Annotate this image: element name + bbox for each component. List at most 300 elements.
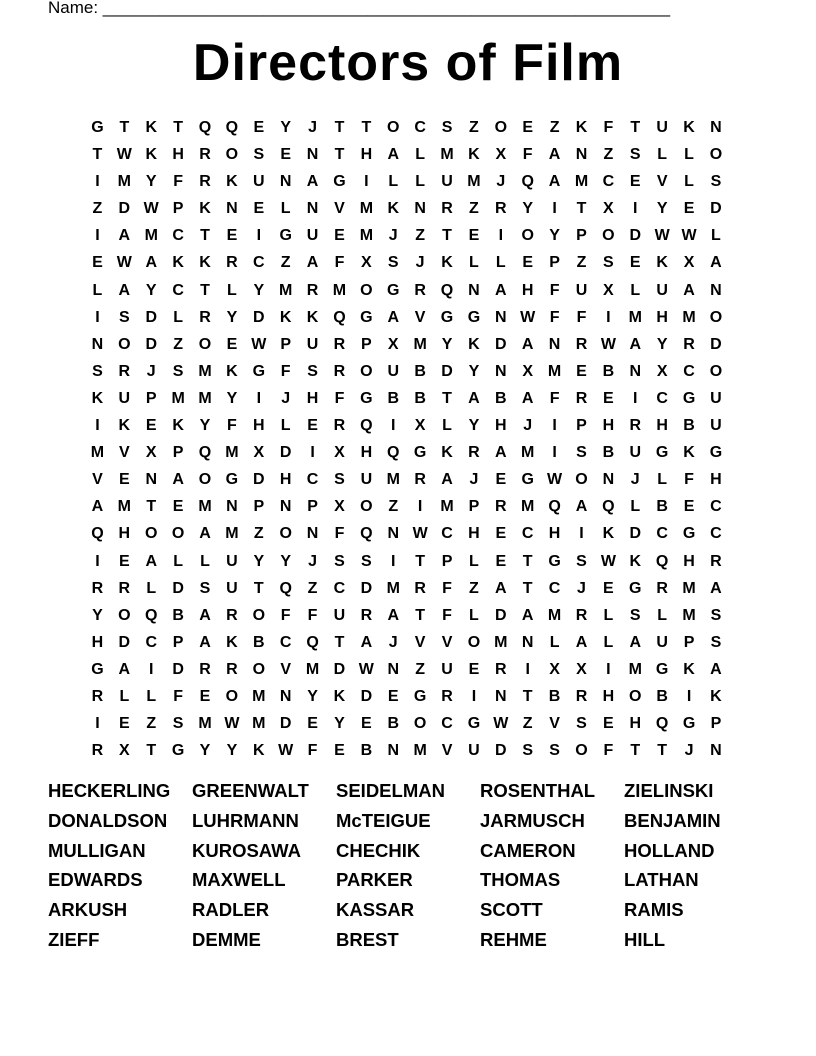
grid-letter: O — [709, 146, 723, 164]
word-list-item: RADLER — [192, 899, 270, 921]
grid-letter: P — [576, 417, 587, 435]
grid-letter: O — [225, 687, 239, 705]
grid-letter: K — [629, 552, 642, 570]
grid-letter: C — [656, 525, 668, 543]
grid-letter: I — [606, 660, 611, 678]
grid-letter: K — [683, 660, 695, 678]
grid-letter: I — [471, 687, 477, 705]
grid-letter: U — [226, 579, 238, 597]
grid-letter: P — [683, 633, 695, 651]
grid-letter: K — [602, 525, 615, 543]
grid-letter: T — [253, 579, 264, 597]
grid-letter: I — [606, 308, 611, 326]
grid-letter: Q — [145, 606, 158, 624]
grid-letter: M — [413, 335, 427, 353]
grid-letter: K — [172, 417, 184, 435]
grid-letter: Z — [415, 660, 426, 678]
grid-letter: M — [90, 444, 105, 462]
grid-letter: R — [656, 579, 668, 597]
grid-letter: Z — [280, 254, 291, 272]
grid-letter: S — [92, 362, 103, 380]
grid-letter: Z — [549, 119, 560, 136]
grid-letter: P — [468, 498, 480, 516]
grid-letter: W — [412, 525, 428, 543]
grid-letter: D — [253, 308, 265, 326]
grid-letter: U — [441, 173, 453, 191]
grid-letter: G — [387, 281, 400, 299]
grid-letter: F — [442, 579, 452, 597]
word-list-item: THOMAS — [480, 869, 561, 891]
grid-letter: Q — [91, 525, 104, 543]
grid-letter: S — [522, 742, 534, 760]
grid-letter: E — [468, 660, 480, 678]
grid-letter: Y — [656, 335, 668, 353]
grid-letter: I — [417, 498, 423, 516]
grid-letter: X — [145, 444, 157, 462]
grid-letter: Y — [226, 389, 238, 407]
grid-letter: H — [306, 389, 319, 407]
grid-letter: C — [710, 498, 722, 516]
grid-letter: N — [629, 362, 642, 380]
grid-letter: B — [253, 633, 265, 651]
grid-letter: T — [522, 552, 533, 570]
grid-letter: I — [256, 227, 262, 245]
grid-letter: O — [467, 633, 481, 651]
grid-letter: M — [628, 308, 642, 326]
grid-letter: M — [386, 471, 400, 489]
grid-letter: C — [656, 389, 668, 407]
grid-letter: Q — [360, 525, 373, 543]
grid-letter: C — [172, 281, 184, 299]
grid-letter: U — [306, 227, 319, 245]
grid-letter: A — [441, 471, 453, 489]
grid-letter: D — [710, 335, 722, 353]
grid-letter: W — [493, 715, 509, 733]
grid-letter: O — [494, 119, 508, 136]
grid-letter: H — [91, 633, 104, 651]
grid-letter: F — [307, 606, 318, 624]
grid-letter: R — [226, 660, 238, 678]
grid-letter: F — [549, 281, 560, 299]
grid-letter: Q — [225, 119, 239, 136]
grid-letter: R — [333, 362, 346, 380]
grid-letter: S — [387, 254, 399, 272]
grid-letter: E — [92, 254, 103, 272]
grid-letter: P — [710, 715, 722, 733]
grid-letter: K — [683, 119, 695, 136]
grid-letter: N — [548, 335, 561, 353]
grid-letter: X — [253, 444, 265, 462]
grid-letter: M — [252, 715, 266, 733]
grid-letter: T — [173, 119, 183, 136]
grid-letter: N — [91, 335, 104, 353]
grid-letter: K — [441, 254, 453, 272]
grid-letter: H — [656, 308, 668, 326]
word-list-item: KASSAR — [336, 899, 415, 921]
grid-letter: L — [415, 173, 426, 191]
grid-letter: R — [575, 335, 588, 353]
grid-letter: Z — [173, 335, 183, 353]
grid-letter: G — [655, 660, 669, 678]
grid-letter: B — [602, 362, 615, 380]
grid-letter: F — [549, 389, 560, 407]
grid-letter: M — [359, 227, 374, 245]
grid-letter: N — [306, 200, 319, 218]
grid-letter: L — [388, 173, 399, 191]
grid-letter: K — [306, 308, 319, 326]
grid-letter: Q — [198, 119, 212, 136]
grid-letter: L — [280, 417, 291, 435]
grid-letter: L — [469, 254, 479, 272]
grid-letter: Q — [306, 633, 319, 651]
grid-letter: V — [414, 308, 426, 326]
grid-letter: G — [521, 471, 534, 489]
grid-letter: S — [576, 444, 587, 462]
grid-letter: O — [118, 606, 131, 624]
grid-letter: X — [361, 254, 372, 272]
grid-letter: C — [333, 579, 346, 597]
grid-letter: D — [495, 335, 507, 353]
word-list-item: EDWARDS — [48, 869, 143, 891]
grid-letter: L — [173, 308, 183, 326]
grid-letter: O — [575, 742, 588, 760]
grid-letter: R — [575, 687, 588, 705]
grid-letter: D — [118, 633, 131, 651]
grid-letter: O — [709, 362, 723, 380]
grid-letter: A — [360, 633, 373, 651]
grid-letter: S — [119, 308, 130, 326]
grid-letter: K — [441, 444, 453, 462]
grid-letter: B — [656, 498, 668, 516]
grid-letter: R — [226, 606, 238, 624]
grid-letter: T — [415, 552, 426, 570]
grid-letter: N — [387, 742, 400, 760]
grid-letter: T — [415, 606, 426, 624]
grid-letter: Q — [198, 444, 212, 462]
grid-letter: R — [441, 200, 453, 218]
grid-letter: B — [495, 389, 507, 407]
word-list-item: GREENWALT — [192, 780, 309, 801]
grid-letter: C — [521, 525, 534, 543]
grid-letter: I — [95, 552, 100, 570]
grid-letter: C — [441, 715, 453, 733]
grid-letter: O — [575, 471, 588, 489]
grid-letter: R — [468, 444, 480, 462]
grid-letter: Y — [226, 742, 238, 760]
grid-letter: L — [469, 552, 479, 570]
grid-letter: B — [602, 444, 615, 462]
grid-letter: B — [656, 687, 668, 705]
grid-letter: N — [414, 200, 426, 218]
grid-letter: E — [576, 362, 587, 380]
grid-letter: R — [414, 579, 426, 597]
grid-letter: J — [577, 579, 586, 597]
grid-letter: J — [308, 552, 318, 570]
grid-letter: K — [279, 308, 292, 326]
grid-letter: S — [334, 552, 345, 570]
grid-letter: V — [549, 715, 560, 733]
grid-letter: E — [629, 254, 641, 272]
grid-letter: Y — [441, 335, 453, 353]
grid-letter: H — [279, 471, 292, 489]
grid-letter: H — [360, 146, 373, 164]
grid-letter: T — [146, 498, 157, 516]
grid-letter: Y — [468, 362, 480, 380]
grid-letter: L — [630, 281, 641, 299]
grid-letter: H — [629, 715, 642, 733]
grid-letter: E — [307, 715, 318, 733]
grid-letter: R — [226, 254, 238, 272]
grid-letter: X — [603, 200, 614, 218]
grid-letter: A — [548, 173, 561, 191]
grid-letter: A — [91, 498, 104, 516]
grid-letter: T — [146, 742, 157, 760]
grid-letter: E — [468, 227, 480, 245]
grid-letter: N — [306, 525, 319, 543]
grid-letter: S — [710, 633, 722, 651]
word-list-item: HILL — [624, 928, 666, 950]
grid-letter: K — [710, 687, 722, 705]
grid-letter: K — [226, 362, 238, 380]
grid-letter: Y — [549, 227, 560, 245]
grid-letter: N — [279, 498, 292, 516]
grid-letter: V — [119, 444, 130, 462]
grid-letter: H — [118, 525, 131, 543]
grid-letter: A — [521, 606, 534, 624]
grid-letter: F — [280, 362, 291, 380]
grid-letter: R — [414, 281, 426, 299]
grid-letter: D — [360, 579, 373, 597]
grid-letter: M — [198, 498, 212, 516]
grid-letter: L — [495, 254, 506, 272]
grid-letter: Q — [440, 281, 454, 299]
grid-letter: X — [495, 146, 507, 164]
grid-letter: A — [495, 579, 507, 597]
grid-letter: X — [334, 444, 345, 462]
grid-letter: C — [602, 173, 615, 191]
grid-letter: I — [95, 417, 100, 435]
grid-letter: F — [522, 146, 533, 164]
grid-letter: I — [552, 444, 557, 462]
grid-letter: A — [306, 173, 319, 191]
word-list-item: SCOTT — [480, 899, 543, 921]
grid-letter: M — [494, 633, 508, 651]
grid-letter: N — [306, 146, 319, 164]
grid-letter: Q — [279, 579, 292, 597]
grid-letter: T — [92, 146, 103, 164]
grid-letter: P — [172, 633, 184, 651]
grid-letter: W — [278, 742, 294, 760]
grid-letter: Z — [146, 715, 157, 733]
grid-letter: A — [118, 660, 131, 678]
grid-letter: O — [118, 335, 131, 353]
grid-letter: F — [173, 687, 183, 705]
grid-letter: F — [576, 308, 587, 326]
grid-letter: M — [144, 227, 158, 245]
grid-letter: D — [360, 687, 373, 705]
grid-letter: R — [495, 498, 507, 516]
grid-letter: Z — [388, 498, 399, 516]
grid-letter: D — [710, 200, 722, 218]
grid-letter: W — [654, 227, 670, 245]
grid-letter: G — [360, 389, 373, 407]
grid-letter: I — [95, 308, 100, 326]
grid-letter: E — [119, 471, 130, 489]
grid-letter: F — [334, 389, 345, 407]
grid-letter: A — [199, 606, 211, 624]
grid-letter: I — [633, 389, 638, 407]
grid-letter: E — [253, 200, 265, 218]
grid-letter: R — [333, 417, 346, 435]
grid-letter: N — [710, 281, 722, 299]
grid-letter: U — [710, 389, 722, 407]
grid-letter: G — [655, 444, 669, 462]
grid-letter: E — [683, 200, 695, 218]
grid-letter: S — [576, 715, 587, 733]
grid-letter: T — [334, 633, 345, 651]
grid-letter: L — [227, 281, 237, 299]
grid-letter: P — [172, 200, 184, 218]
grid-letter: M — [359, 200, 374, 218]
grid-letter: M — [440, 498, 454, 516]
grid-letter: X — [603, 281, 614, 299]
grid-letter: E — [522, 254, 534, 272]
grid-letter: I — [95, 715, 100, 733]
grid-letter: K — [226, 173, 238, 191]
grid-letter: C — [306, 471, 319, 489]
grid-letter: W — [358, 660, 374, 678]
grid-letter: N — [279, 687, 292, 705]
grid-letter: W — [116, 254, 132, 272]
grid-letter: B — [387, 389, 400, 407]
grid-letter: J — [308, 119, 318, 136]
grid-letter: R — [91, 579, 104, 597]
grid-letter: S — [307, 362, 318, 380]
grid-letter: R — [199, 660, 211, 678]
grid-letter: Y — [334, 715, 345, 733]
grid-letter: L — [200, 552, 210, 570]
grid-letter: D — [441, 362, 453, 380]
grid-letter: I — [364, 173, 369, 191]
grid-letter: K — [656, 254, 668, 272]
grid-letter: I — [391, 552, 396, 570]
grid-letter: E — [253, 119, 265, 136]
grid-letter: D — [145, 335, 157, 353]
grid-letter: T — [200, 227, 210, 245]
grid-letter: Z — [469, 579, 479, 597]
grid-letter: H — [602, 687, 615, 705]
grid-letter: T — [630, 742, 641, 760]
grid-letter: G — [91, 660, 104, 678]
grid-letter: O — [252, 660, 266, 678]
grid-letter: R — [710, 552, 722, 570]
grid-letter: A — [629, 633, 642, 651]
word-list-item: KUROSAWA — [192, 839, 301, 861]
grid-letter: X — [656, 362, 668, 380]
grid-letter: L — [415, 146, 426, 164]
grid-letter: G — [440, 308, 454, 326]
grid-letter: L — [630, 498, 641, 516]
grid-letter: L — [657, 146, 668, 164]
word-list-item: DEMME — [192, 928, 261, 950]
grid-letter: H — [710, 471, 722, 489]
grid-letter: G — [629, 579, 642, 597]
grid-letter: O — [360, 281, 373, 299]
grid-letter: D — [172, 579, 184, 597]
grid-letter: Z — [92, 200, 103, 218]
grid-letter: A — [495, 444, 507, 462]
grid-letter: M — [225, 525, 239, 543]
word-list-item: LUHRMANN — [192, 809, 299, 831]
grid-letter: T — [334, 119, 345, 136]
grid-letter: E — [119, 552, 130, 570]
word-list-item: McTEIGUE — [336, 809, 431, 831]
grid-letter: O — [360, 498, 373, 516]
grid-letter: F — [334, 525, 345, 543]
grid-letter: S — [549, 742, 560, 760]
grid-letter: N — [226, 498, 238, 516]
grid-letter: G — [682, 525, 696, 543]
grid-letter: S — [172, 362, 184, 380]
grid-letter: E — [495, 471, 507, 489]
grid-letter: B — [360, 742, 373, 760]
grid-letter: L — [146, 687, 157, 705]
grid-letter: R — [575, 606, 588, 624]
grid-letter: U — [629, 444, 642, 462]
grid-letter: K — [333, 687, 346, 705]
grid-letter: Y — [522, 200, 534, 218]
grid-letter: R — [118, 362, 131, 380]
grid-letter: O — [387, 119, 400, 136]
grid-letter: M — [467, 173, 481, 191]
grid-letter: M — [198, 362, 212, 380]
grid-letter: K — [199, 254, 211, 272]
grid-letter: I — [149, 660, 154, 678]
grid-letter: F — [280, 606, 291, 624]
grid-letter: M — [305, 660, 320, 678]
grid-letter: I — [310, 444, 315, 462]
grid-letter: A — [387, 606, 400, 624]
grid-letter: C — [172, 227, 184, 245]
grid-letter: E — [495, 525, 507, 543]
grid-letter: V — [441, 633, 453, 651]
word-list-item: LATHAN — [624, 869, 699, 891]
grid-letter: K — [199, 200, 211, 218]
word-list-item: DONALDSON — [48, 809, 168, 831]
grid-letter: R — [575, 389, 588, 407]
grid-letter: C — [145, 633, 157, 651]
grid-letter: J — [388, 227, 398, 245]
grid-letter: I — [552, 200, 557, 218]
grid-letter: E — [172, 498, 184, 516]
grid-letter: J — [388, 633, 398, 651]
word-list-item: MAXWELL — [192, 869, 286, 891]
grid-letter: H — [172, 146, 184, 164]
grid-letter: O — [521, 227, 534, 245]
grid-letter: M — [682, 579, 696, 597]
grid-letter: S — [629, 606, 641, 624]
grid-letter: E — [145, 417, 157, 435]
grid-letter: L — [469, 606, 479, 624]
grid-letter: O — [145, 525, 158, 543]
grid-letter: B — [414, 389, 426, 407]
grid-letter: G — [467, 308, 481, 326]
grid-letter: V — [441, 742, 453, 760]
grid-letter: Q — [655, 552, 669, 570]
grid-letter: M — [521, 444, 535, 462]
grid-letter: C — [414, 119, 426, 136]
grid-letter: C — [441, 525, 453, 543]
